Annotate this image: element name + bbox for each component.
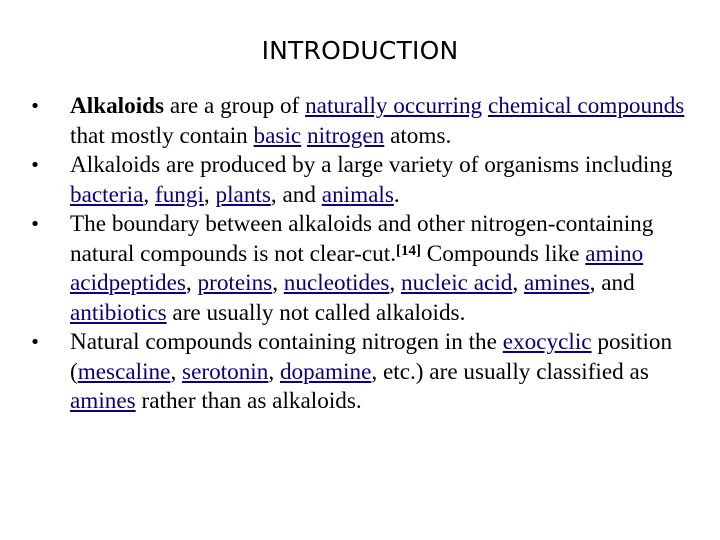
text: , bbox=[170, 358, 183, 385]
bullet-icon: • bbox=[29, 332, 41, 353]
text: , bbox=[512, 270, 524, 296]
text: are usually not called alkaloids. bbox=[166, 299, 466, 326]
link-peptides[interactable]: peptides bbox=[108, 270, 186, 296]
link-fungi[interactable]: fungi bbox=[154, 181, 204, 208]
bullet-icon: • bbox=[29, 214, 41, 235]
text: that mostly contain bbox=[70, 122, 254, 149]
link-basic[interactable]: basic bbox=[253, 122, 302, 149]
link-exocyclic[interactable]: exocyclic bbox=[502, 329, 592, 355]
link-serotonin[interactable]: serotonin bbox=[182, 358, 269, 385]
bullet-icon: • bbox=[29, 96, 41, 117]
citation-14[interactable]: [14] bbox=[396, 242, 421, 259]
link-nucleotides[interactable]: nucleotides bbox=[283, 270, 390, 296]
link-chemical-compounds[interactable]: chemical compounds bbox=[487, 93, 685, 119]
text: Alkaloids are produced by a large variety of organisms including bbox=[70, 152, 673, 178]
bullet-list bbox=[28, 92, 698, 417]
text: , bbox=[143, 181, 155, 208]
link-amino-acid[interactable]: amino acid bbox=[70, 240, 644, 296]
text: , bbox=[203, 181, 216, 208]
link-plants[interactable]: plants bbox=[215, 181, 271, 208]
link-dopamine[interactable]: dopamine bbox=[279, 358, 372, 385]
text: Natural compounds containing nitrogen in the bbox=[70, 329, 503, 355]
text: , bbox=[185, 270, 198, 296]
text: Compounds like bbox=[421, 240, 586, 267]
link-nitrogen[interactable]: nitrogen bbox=[307, 122, 385, 149]
term-alkaloids: Alkaloids bbox=[70, 93, 165, 119]
link-proteins[interactable]: proteins bbox=[197, 270, 273, 296]
text: . bbox=[393, 181, 400, 208]
bullet-item-1 bbox=[28, 92, 698, 151]
text: are a group of bbox=[164, 93, 306, 119]
text: , etc.) are usually classified as bbox=[371, 358, 649, 385]
text: position ( bbox=[70, 329, 673, 385]
bullet-item-4 bbox=[28, 328, 698, 417]
text: , bbox=[272, 270, 284, 296]
link-naturally-occurring[interactable]: naturally occurring bbox=[305, 93, 483, 119]
bullet-icon: • bbox=[29, 155, 41, 176]
text: , and bbox=[270, 181, 322, 208]
link-amines-2[interactable]: amines bbox=[70, 388, 136, 414]
link-animals[interactable]: animals bbox=[321, 181, 394, 208]
link-bacteria[interactable]: bacteria bbox=[70, 181, 144, 208]
slide-title: INTRODUCTION bbox=[261, 36, 459, 65]
link-mescaline[interactable]: mescaline bbox=[77, 358, 171, 385]
text: rather than as alkaloids. bbox=[135, 388, 362, 414]
text: , bbox=[389, 270, 401, 296]
bullet-item-3 bbox=[28, 210, 698, 328]
link-nucleic-acid[interactable]: nucleic acid bbox=[401, 270, 513, 296]
link-antibiotics[interactable]: antibiotics bbox=[70, 299, 167, 326]
bullet-item-2 bbox=[28, 151, 698, 210]
text: , and bbox=[589, 270, 635, 296]
text: The boundary between alkaloids and other nitrogen-containing natural compounds is not clear-cut. bbox=[70, 211, 654, 267]
link-amines[interactable]: amines bbox=[523, 270, 590, 296]
text: atoms. bbox=[384, 122, 452, 149]
text: , bbox=[268, 358, 280, 385]
